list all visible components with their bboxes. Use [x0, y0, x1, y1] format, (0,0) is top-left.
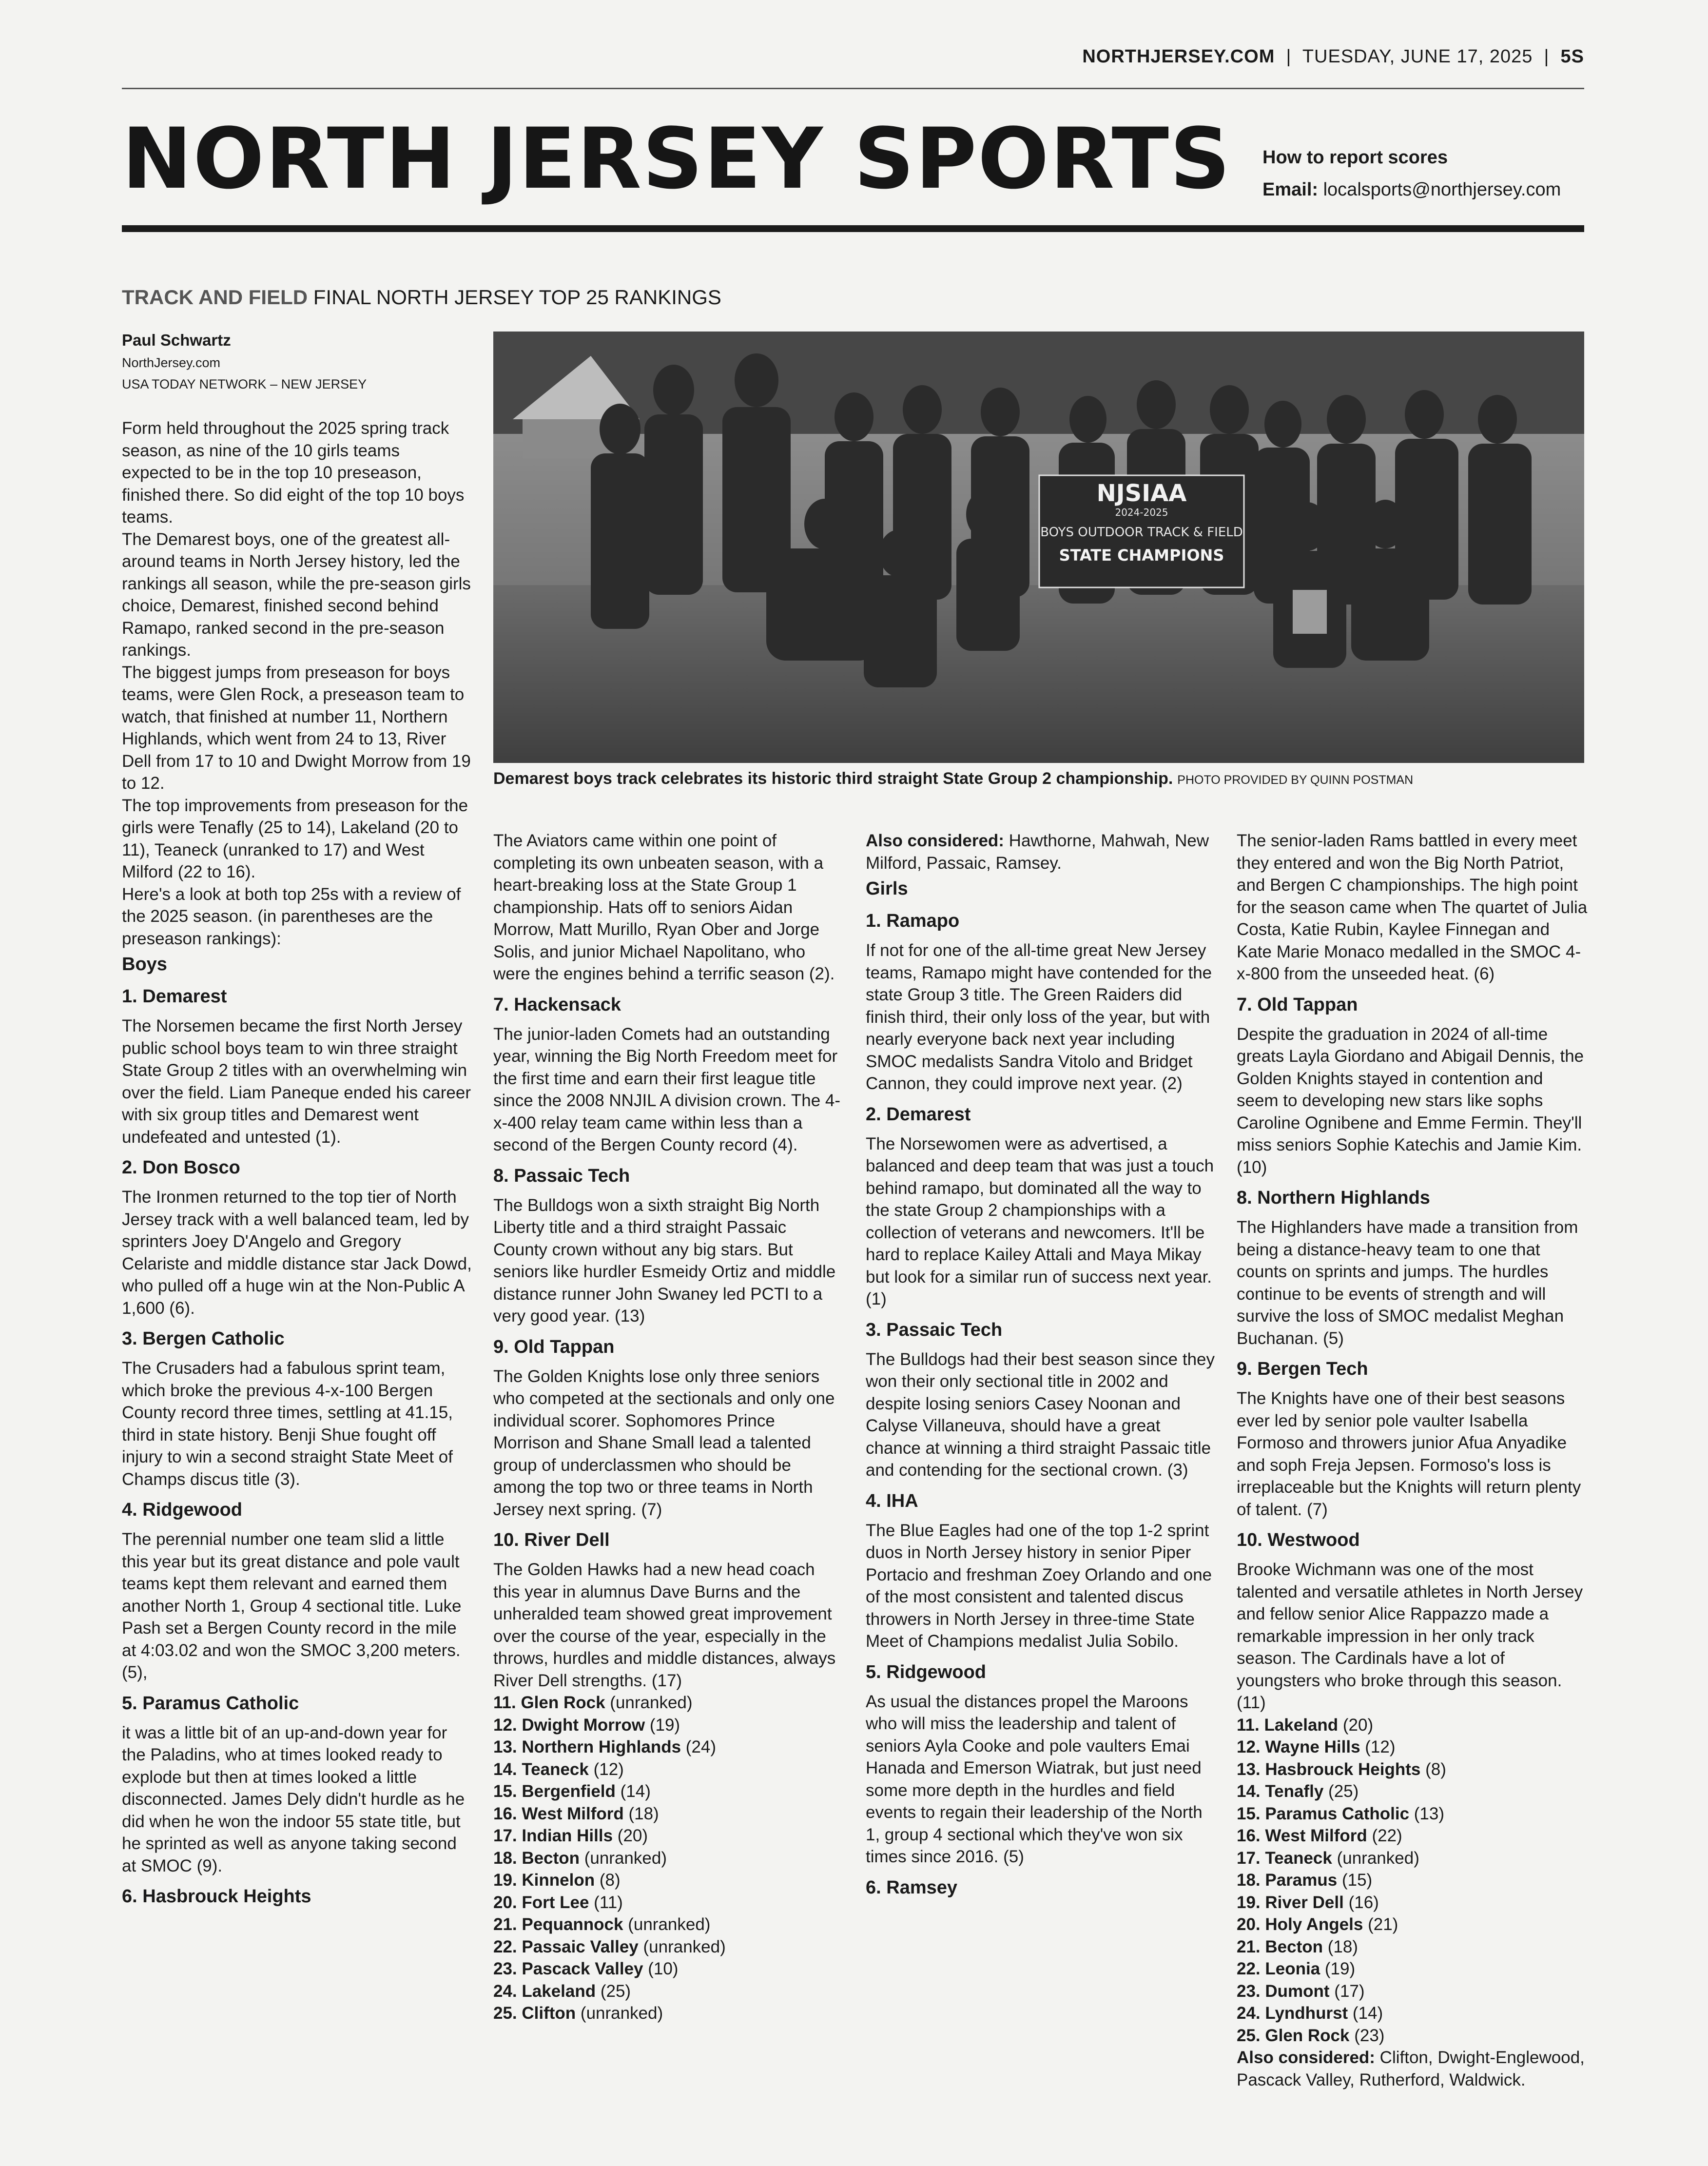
team-heading: 5. Ridgewood [866, 1661, 986, 1682]
byline-network: USA TODAY NETWORK – NEW JERSEY [122, 377, 367, 391]
team-writeup: The Bulldogs won a sixth straight Big North Liberty title and a third straight Passaic County crown without any big stars. But seniors like hurdler Esmeidy Ortiz and middle distance runner John Swaney led PCTI to a very good year. (13) [493, 1195, 836, 1326]
team-heading: 7. Old Tappan [1237, 994, 1358, 1015]
team-writeup: The perennial number one team slid a little this year but its great distance and pole vault teams kept them relevant and earned them another North 1, Group 4 sectional title. Luke Pash set a Bergen County record in the mile at 4:03.02 and won the SMOC 3,200 meters. (5), [122, 1530, 462, 1682]
team-heading: 8. Passaic Tech [493, 1165, 630, 1186]
ranking-line: 19. Kinnelon (8) [493, 1871, 621, 1890]
team-writeup: The Norsemen became the first North Jersey public school boys team to win three straight State Group 2 titles with an overwhelming win over the field. Liam Paneque ended his career with six group titles and Demarest went undefeated and untested (1). [122, 1016, 471, 1147]
banner-line-4: STATE CHAMPIONS [1059, 546, 1224, 565]
intro-paragraph: Form held throughout the 2025 spring track season, as nine of the 10 girls teams expected to be in the top 10 preseason, finished there. So did eight of the top 10 boys teams. [122, 419, 465, 527]
ranking-line: 14. Teaneck (12) [493, 1759, 624, 1779]
team-writeup: The Aviators came within one point of completing its own unbeaten season, with a heart-breaking loss at the State Group 1 championship. Hats off to seniors Aidan Morrow, Matt Murillo, Ryan Ober and Jorge Solis, and junior Michael Napolitano, who were the engines behind a terrific season (2). [493, 831, 835, 983]
ranking-line: 24. Lyndhurst (14) [1237, 2004, 1383, 2023]
kicker-title: FINAL NORTH JERSEY TOP 25 RANKINGS [313, 286, 721, 309]
intro-paragraph: The Demarest boys, one of the greatest all-around teams in North Jersey history, led the rankings all season, while the pre-season girls choice, Demarest, finished second behind Ramapo, ranked second in the pre-season rankings. [122, 529, 471, 660]
ranking-line: 22. Leonia (19) [1237, 1959, 1356, 1978]
team-writeup: As usual the distances propel the Maroons who will miss the leadership and talent of seniors Ayla Cooke and pole vaulters Emai Hanada and Emerson Wiatrak, but just need some more depth in the hurdles and field events to regain their leadership of the North 1, group 4 sectional which they've won six times since 2016. (5) [866, 1692, 1203, 1866]
byline-author: Paul Schwartz [122, 331, 231, 349]
team-writeup: Despite the graduation in 2024 of all-time greats Layla Giordano and Abigail Dennis, the Golden Knights stayed in contention and seem to developing new stars like sophs Caroline Ognibene and Emme Fermin. They'll miss seniors Sophie Katechis and Jamie Kim. (10) [1237, 1024, 1584, 1177]
ranking-line: 21. Pequannock (unranked) [493, 1915, 711, 1934]
team-heading: 7. Hackensack [493, 994, 621, 1015]
team-writeup: If not for one of the all-time great New Jersey teams, Ramapo might have contended for the state Group 3 title. The Green Raiders did finish third, their only loss of the year, but with nearly everyone back next year including SMOC medalists Sandra Vitolo and Bridget Cannon, they could improve next year. (2) [866, 941, 1212, 1093]
girls-heading: Girls [866, 878, 908, 899]
team-writeup: The Blue Eagles had one of the top 1-2 sprint duos in North Jersey history in senior Piper Portacio and freshman Zoey Orlando and one of the most consistent and talented discus throwers in North Jersey in three-time State Meet of Champions medalist Julia Sobilo. [866, 1521, 1212, 1651]
team-writeup: The Bulldogs had their best season since they won their only sectional title in 2002 and despite losing seniors Casey Noonan and Calyse Villaneuva, should have a great chance at winning a third straight Passaic title and contending for the sectional crown. (3) [866, 1349, 1215, 1480]
photo-caption [493, 769, 1590, 788]
ranking-line: 16. West Milford (18) [493, 1804, 659, 1823]
ranking-line: 25. Glen Rock (23) [1237, 2026, 1385, 2045]
ranking-line: 20. Fort Lee (11) [493, 1893, 623, 1912]
byline [122, 329, 473, 395]
ranking-line: 15. Bergenfield (14) [493, 1782, 651, 1801]
trophy-plaque [1293, 590, 1327, 634]
ranking-line: 11. Lakeland (20) [1237, 1715, 1374, 1735]
ranking-line: 12. Dwight Morrow (19) [493, 1715, 680, 1735]
page-number: 5S [1560, 46, 1584, 67]
ranking-line: 19. River Dell (16) [1237, 1893, 1379, 1912]
team-heading: 9. Old Tappan [493, 1336, 615, 1357]
ranking-line: 14. Tenafly (25) [1237, 1782, 1359, 1801]
ranking-line: 13. Northern Highlands (24) [493, 1737, 717, 1756]
team-writeup: The senior-laden Rams battled in every meet they entered and won the Big North Patriot, and Bergen C championships. The high point for the season came when The quartet of Julia Costa, Katie Rubin, Kaylee Finnegan and Kate Marie Monaco medalled in the SMOC 4-x-800 from the unseeded heat. (6) [1237, 831, 1588, 983]
column-2 [493, 830, 844, 2025]
team-heading: 10. River Dell [493, 1530, 610, 1550]
team-heading: 1. Demarest [122, 986, 227, 1007]
team-heading: 3. Bergen Catholic [122, 1328, 285, 1349]
site-name: NORTHJERSEY.COM [1082, 46, 1275, 67]
team-heading: 8. Northern Highlands [1237, 1188, 1430, 1208]
team-heading: 9. Bergen Tech [1237, 1359, 1368, 1379]
masthead-rule [122, 225, 1584, 232]
team-writeup: The Crusaders had a fabulous sprint team, which broke the previous 4-x-100 Bergen County record three times, settling at 41.15, third in state history. Benji Shue fought off injury to win a second straight State Meet of Champs discus title (3). [122, 1359, 453, 1489]
team-heading: 4. IHA [866, 1490, 918, 1511]
ranking-line: 20. Holy Angels (21) [1237, 1915, 1398, 1934]
intro-paragraph: Here's a look at both top 25s with a review of the 2025 season. (in parentheses are the preseason rankings): [122, 884, 461, 948]
team-heading: 10. Westwood [1237, 1530, 1360, 1550]
team-writeup: The Golden Hawks had a new head coach this year in alumnus Dave Burns and the unheralded team showed great improvement over the course of the year, especially in the throws, hurdles and middle distances, always River Dell strengths. (17) [493, 1560, 836, 1690]
banner-line-3: BOYS OUTDOOR TRACK & FIELD [1040, 525, 1243, 540]
boys-rankings-11-25 [493, 1692, 844, 2025]
team-heading: 3. Passaic Tech [866, 1319, 1003, 1340]
ranking-line: 24. Lakeland (25) [493, 1981, 631, 2001]
girls-rankings-11-25 [1237, 1714, 1588, 2047]
team-photo [493, 332, 1584, 763]
issue-date: TUESDAY, JUNE 17, 2025 [1302, 46, 1533, 67]
ranking-line: 18. Becton (unranked) [493, 1848, 667, 1868]
byline-source: NorthJersey.com [122, 355, 221, 370]
email-label: Email: [1262, 179, 1319, 200]
page-header [122, 46, 1584, 66]
section-masthead: NORTH JERSEY SPORTS [122, 110, 1231, 208]
team-writeup: The Knights have one of their best seasons ever led by senior pole vaulter Isabella Formoso and throwers junior Afua Anyadike and soph Freja Jepsen. Formoso's loss is irreplaceable but the Knights will return plenty of talent. (7) [1237, 1389, 1581, 1519]
championship-banner [1039, 475, 1244, 587]
team-heading: 2. Don Bosco [122, 1157, 240, 1178]
team-writeup: The Ironmen returned to the top tier of North Jersey track with a well balanced team, led by sprinters Joey D'Angelo and Gregory Celariste and middle distance star Jack Dowd, who pulled off a huge win at the Non-Public A 1,600 (6). [122, 1188, 472, 1318]
column-3 [866, 830, 1217, 1906]
ranking-line: 15. Paramus Catholic (13) [1237, 1804, 1445, 1823]
team-heading: 6. Hasbrouck Heights [122, 1886, 311, 1907]
team-heading: 1. Ramapo [866, 911, 960, 931]
team-heading: 2. Demarest [866, 1104, 971, 1125]
email-address[interactable]: localsports@northjersey.com [1323, 179, 1561, 200]
report-heading: How to report scores [1262, 147, 1448, 168]
intro-paragraph: The biggest jumps from preseason for boys teams, were Glen Rock, a preseason team to watch, that finished at number 11, Northern Highlands, which went from 24 to 13, River Dell from 17 to 10 and Dwight Morrow from 19 to 12. [122, 663, 471, 793]
girls-also-considered: Also considered: Clifton, Dwight-Englewood, Pascack Valley, Rutherford, Waldwick. [1237, 2048, 1585, 2089]
report-email [1262, 174, 1584, 206]
ranking-line: 23. Pascack Valley (10) [493, 1959, 679, 1978]
header-rule [122, 88, 1584, 89]
ranking-line: 16. West Milford (22) [1237, 1826, 1402, 1845]
team-writeup: The junior-laden Comets had an outstanding year, winning the Big North Freedom meet for the first time and earn their first league title since the 2008 NNJIL A division crown. The 4-x-400 relay team came within less than a second of the Bergen County record (4). [493, 1024, 841, 1154]
ranking-line: 12. Wayne Hills (12) [1237, 1737, 1396, 1756]
team-writeup: The Norsewomen were as advertised, a balanced and deep team that was just a touch behind ramapo, but dominated all the way to the state Group 2 championships with a collection of veterans and newcomers. It'll be hard to replace Kailey Attali and Maya Mikay but look for a similar run of success next year. (1) [866, 1134, 1214, 1308]
ranking-line: 17. Indian Hills (20) [493, 1826, 648, 1845]
ranking-line: 11. Glen Rock (unranked) [493, 1693, 693, 1712]
caption-text: Demarest boys track celebrates its historic third straight State Group 2 championship. [493, 769, 1173, 788]
team-writeup: The Highlanders have made a transition from being a distance-heavy team to one that counts on sprints and jumps. The hurdles continue to be events of strength and will survive the loss of SMOC medalist Meghan Buchanan. (5) [1237, 1218, 1578, 1348]
column-1 [122, 417, 473, 1915]
team-writeup: it was a little bit of an up-and-down year for the Paladins, who at times looked ready to explode but then at times looked a little disconnected. James Dely didn't hurdle as he did when he won the indoor 55 state title, but he sprinted as well as anyone taking second at SMOC (9). [122, 1723, 465, 1875]
report-scores-box [1262, 141, 1584, 206]
ranking-line: 13. Hasbrouck Heights (8) [1237, 1759, 1446, 1779]
ranking-line: 22. Passaic Valley (unranked) [493, 1937, 726, 1956]
intro-paragraph: The top improvements from preseason for the girls were Tenafly (25 to 14), Lakeland (20 to 11), Teaneck (unranked to 17) and West Milford (22 to 16). [122, 796, 468, 881]
banner-line-1: NJSIAA [1096, 480, 1187, 507]
ranking-line: 23. Dumont (17) [1237, 1981, 1365, 2001]
publication-line: NORTHJERSEY.COM | TUESDAY, JUNE 17, 2025 | 5S [1082, 46, 1584, 67]
kicker-section: TRACK AND FIELD [122, 286, 308, 309]
ranking-line: 17. Teaneck (unranked) [1237, 1848, 1419, 1868]
ranking-line: 21. Becton (18) [1237, 1937, 1358, 1956]
team-photo-illustration [493, 332, 1584, 763]
team-heading: 6. Ramsey [866, 1877, 958, 1898]
banner-line-2: 2024-2025 [1115, 507, 1168, 518]
boys-heading: Boys [122, 954, 167, 975]
column-4 [1237, 830, 1588, 2091]
ranking-line: 18. Paramus (15) [1237, 1871, 1373, 1890]
ranking-line: 25. Clifton (unranked) [493, 2004, 663, 2023]
team-heading: 5. Paramus Catholic [122, 1693, 299, 1714]
article-kicker [122, 286, 721, 309]
team-writeup: Brooke Wichmann was one of the most talented and versatile athletes in North Jersey and fellow senior Alice Rappazzo made a remarkable impression in her only track season. The Cardinals have a lot of youngsters who broke through this season. (11) [1237, 1560, 1583, 1712]
team-heading: 4. Ridgewood [122, 1500, 242, 1520]
photo-credit: PHOTO PROVIDED BY QUINN POSTMAN [1177, 773, 1414, 787]
team-writeup: The Golden Knights lose only three seniors who competed at the sectionals and only one individual scorer. Sophomores Prince Morrison and Shane Small lead a talented group of underclassmen who should be among the top two or three teams in North Jersey next spring. (7) [493, 1366, 835, 1519]
boys-also-considered: Also considered: Hawthorne, Mahwah, New Milford, Passaic, Ramsey. [866, 831, 1209, 873]
